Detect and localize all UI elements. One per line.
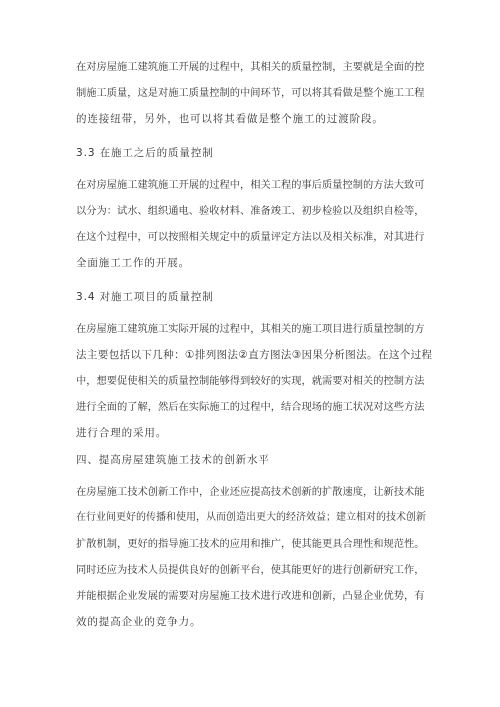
- text-line: 以分为：试水、组织通电、验收材料、准备竣工、初步检验以及组织自检等，: [76, 205, 425, 217]
- text-line: 效的提高企业的竞争力。: [76, 616, 202, 628]
- paragraph-project-quality-control: [76, 316, 432, 446]
- text-line: 在对房屋施工建筑施工开展的过程中，相关工程的事后质量控制的方法大致可: [76, 179, 425, 191]
- text-line: 全面施工工作的开展。: [76, 257, 190, 269]
- paragraph-post-construction-control: [76, 172, 432, 276]
- text-line: 在对房屋施工建筑施工开展的过程中，其相关的质量控制，主要就是全面的控: [76, 61, 425, 73]
- section-heading-3-4: 3.4 对施工项目的质量控制: [76, 291, 214, 303]
- text-line: 在行业间更好的传播和使用，从而创造出更大的经济效益；建立相对的技术创新: [76, 512, 426, 523]
- text-line: 在房屋施工建筑施工实际开展的过程中，其相关的施工项目进行质量控制的方: [76, 323, 425, 335]
- paragraph-construction-quality-control: [76, 54, 432, 132]
- text-line: 的连接纽带，另外，也可以将其看做是整个施工的过渡阶段。: [76, 113, 384, 125]
- text-line: 扩散机制，更好的指导施工技术的应用和推广，使其能更具合理性和规范性。: [76, 538, 425, 550]
- text-line: 中，想要促使相关的质量控制能够得到较好的实现，就需要对相关的控制方法: [76, 375, 425, 387]
- text-line: 在房屋施工技术创新工作中，企业还应提高技术创新的扩散速度，让新技术能: [76, 486, 425, 498]
- section-heading-3-3: 3.3 在施工之后的质量控制: [76, 147, 214, 159]
- text-line: 法主要包括以下几种：①排列图法②直方图法③因果分析图法。在这个过程: [76, 349, 433, 361]
- text-line: 并能根据企业发展的需要对房屋施工技术进行改进和创新，凸显企业优势，有: [76, 590, 425, 602]
- text-line: 进行合理的采用。: [76, 427, 168, 439]
- text-line: 同时还应为技术人员提供良好的创新平台，使其能更好的进行创新研究工作，: [76, 564, 425, 576]
- paragraph-technology-innovation: [76, 479, 432, 635]
- text-line: 制施工质量，这是对施工质量控制的中间环节，可以将其看做是整个施工工程: [76, 87, 425, 99]
- text-line: 进行全面的了解，然后在实际施工的过程中，结合现场的施工状况对这些方法: [76, 401, 425, 413]
- text-line: 在这个过程中，可以按照相关规定中的质量评定方法以及相关标准，对其进行: [76, 231, 425, 243]
- section-heading-4: 四、提高房屋建筑施工技术的创新水平: [76, 454, 270, 466]
